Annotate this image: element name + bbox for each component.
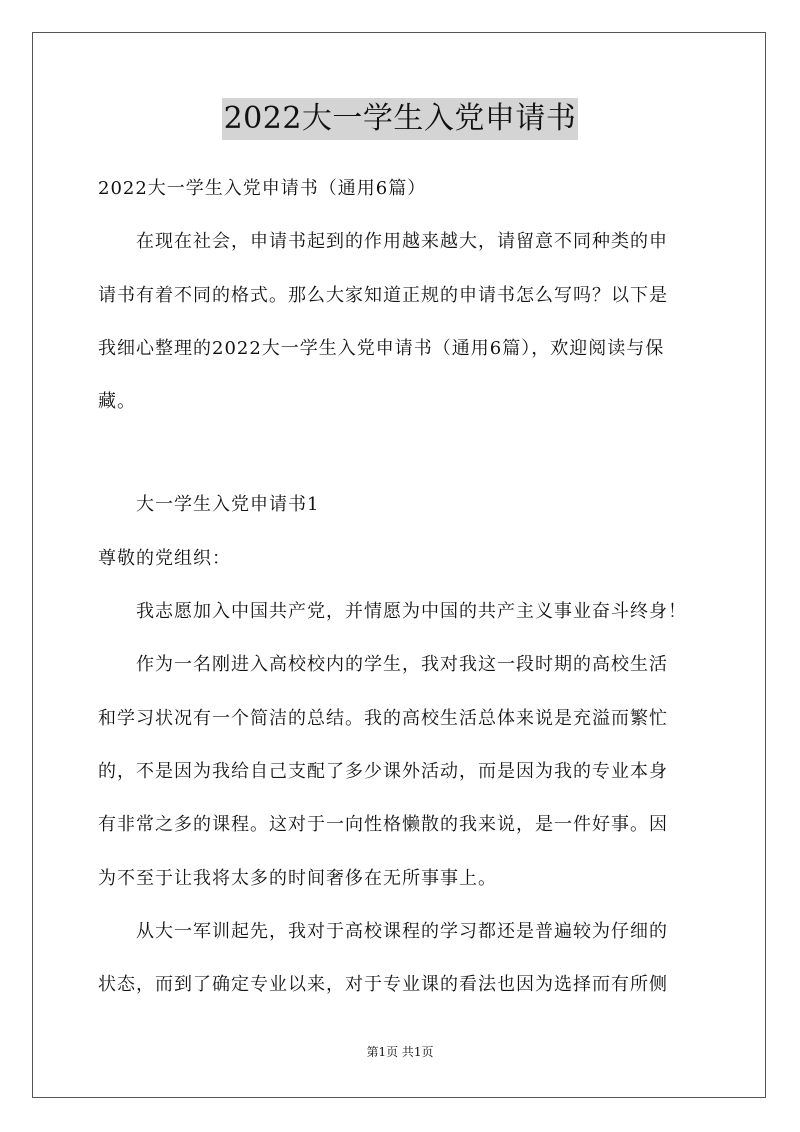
salutation: 尊敬的党组织： [98,548,231,569]
document-title [0,98,800,140]
body-line-2: 作为一名刚进入高校校内的学生，我对我这一段时期的高校生活 [136,654,668,675]
body-line-3: 和学习状况有一个简洁的总结。我的高校生活总体来说是充溢而繁忙 [98,708,668,729]
document-title-text: 2022大一学生入党申请书 [222,98,579,140]
body-line-1: 我志愿加入中国共产党，并情愿为中国的共产主义事业奋斗终身！ [136,601,687,622]
body-line-6: 为不至于让我将太多的时间奢侈在无所事事上。 [98,868,497,889]
intro-line-1: 在现在社会，申请书起到的作用越来越大，请留意不同种类的申 [136,231,668,252]
page-footer: 第1页 共1页 [366,1045,434,1059]
body-line-7: 从大一军训起先，我对于高校课程的学习都还是普遍较为仔细的 [136,921,668,942]
subtitle-line: 2022大一学生入党申请书（通用6篇） [98,178,427,199]
body-line-4: 的，不是因为我给自己支配了多少课外活动，而是因为我的专业本身 [98,761,668,782]
section-heading: 大一学生入党申请书1 [136,494,320,515]
body-line-5: 有非常之多的课程。这对于一向性格懒散的我来说，是一件好事。因 [98,814,668,835]
intro-line-3: 我细心整理的2022大一学生入党申请书（通用6篇），欢迎阅读与保 [98,338,665,359]
intro-line-4: 藏。 [98,391,136,412]
body-line-8: 状态，而到了确定专业以来，对于专业课的看法也因为选择而有所侧 [98,974,668,995]
intro-line-2: 请书有着不同的格式。那么大家知道正规的申请书怎么写吗？以下是 [98,285,668,306]
